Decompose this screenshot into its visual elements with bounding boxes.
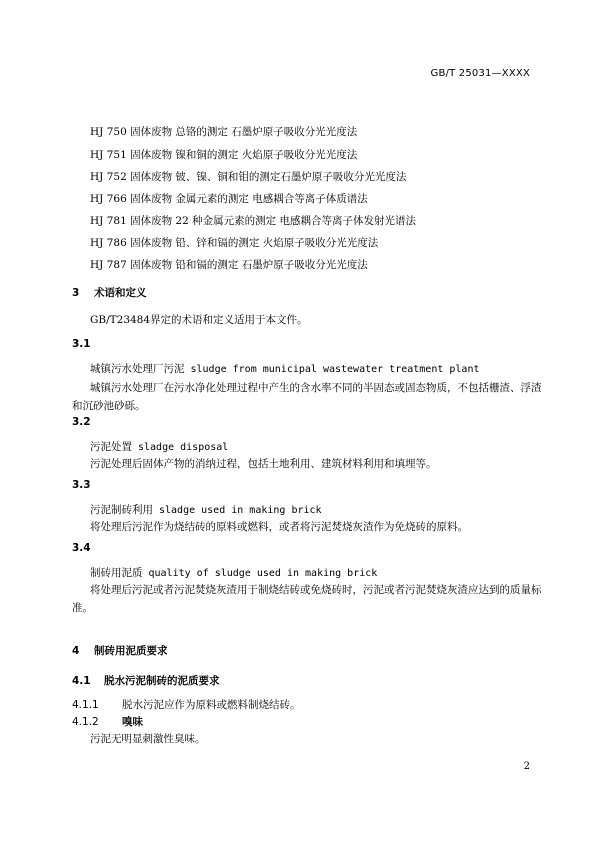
reference-item: HJ 781 固体废物 22 种金属元素的测定 电感耦合等离子体发射光谱法	[90, 215, 416, 227]
clause-4-1-1	[72, 697, 301, 712]
reference-item: HJ 786 固体废物 铅、锌和镉的测定 火焰原子吸收分光光度法	[90, 237, 379, 249]
term-entry	[90, 361, 479, 376]
term-number: 3.1	[72, 338, 91, 350]
term-zh: 制砖用泥质	[90, 567, 143, 579]
term-definition: 将处理后污泥或者污泥焚烧灰渣用于制烧结砖或免烧砖时，污泥或者污泥焚烧灰渣应达到的质量标	[90, 584, 542, 596]
term-definition-cont: 准。	[72, 602, 93, 614]
term-en: sludge from municipal wastewater treatment plant	[190, 364, 480, 375]
clause-4-1-2	[72, 714, 143, 729]
reference-item: HJ 766 固体废物 金属元素的测定 电感耦合等离子体质谱法	[90, 193, 368, 205]
reference-item: HJ 787 固体废物 铅和镉的测定 石墨炉原子吸收分光光度法	[90, 259, 368, 271]
term-number: 3.3	[72, 479, 91, 491]
section-number: 4	[72, 645, 80, 657]
term-number: 3.4	[72, 542, 91, 554]
term-en: quality of sludge used in making brick	[148, 568, 378, 579]
term-en: sladge disposal	[138, 442, 229, 453]
reference-item: HJ 752 固体废物 铍、镍、铜和钼的测定石墨炉原子吸收分光光度法	[90, 171, 407, 183]
subsection-number: 4.1	[72, 675, 91, 687]
clause-number: 4.1.1	[72, 699, 99, 711]
subsection-title: 脱水污泥制砖的泥质要求	[104, 675, 220, 687]
term-entry	[90, 565, 377, 580]
term-zh: 污泥制砖利用	[90, 504, 153, 516]
term-definition: 将处理后污泥作为烧结砖的原料或燃料，或者将污泥焚烧灰渣作为免烧砖的原料。	[90, 521, 468, 533]
section-title: 制砖用泥质要求	[94, 645, 168, 657]
reference-item: HJ 750 固体废物 总铬的测定 石墨炉原子吸收分光光度法	[90, 126, 358, 138]
section-4-heading	[72, 643, 168, 658]
standard-code: GB/T 25031—XXXX	[430, 68, 530, 79]
subsection-4-1-heading	[72, 673, 220, 688]
section-number: 3	[72, 287, 80, 299]
clause-title: 嗅味	[122, 716, 143, 728]
term-definition: 城镇污水处理厂在污水净化处理过程中产生的含水率不同的半固态或固态物质，不包括栅渣、浮渣	[90, 382, 542, 394]
term-zh: 污泥处置	[90, 441, 132, 453]
term-en: sladge used in making brick	[159, 505, 322, 516]
term-definition: 污泥处理后固体产物的消纳过程，包括土地利用、建筑材料利用和填埋等。	[90, 458, 437, 470]
term-entry	[90, 439, 228, 454]
reference-item: HJ 751 固体废物 镍和铜的测定 火焰原子吸收分光光度法	[90, 149, 358, 161]
clause-text: 脱水污泥应作为原料或燃料制烧结砖。	[122, 699, 301, 711]
term-entry	[90, 502, 322, 517]
page-number: 2	[523, 761, 530, 772]
section-3-heading	[72, 285, 147, 300]
clause-number: 4.1.2	[72, 716, 99, 728]
term-number: 3.2	[72, 416, 91, 428]
term-definition-cont: 和沉砂池砂砾。	[72, 400, 146, 412]
term-zh: 城镇污水处理厂污泥	[90, 363, 185, 375]
section-3-intro: GB/T23484界定的术语和定义适用于本文件。	[90, 314, 308, 326]
clause-text: 污泥无明显刺激性臭味。	[90, 733, 206, 745]
section-title: 术语和定义	[94, 287, 147, 299]
